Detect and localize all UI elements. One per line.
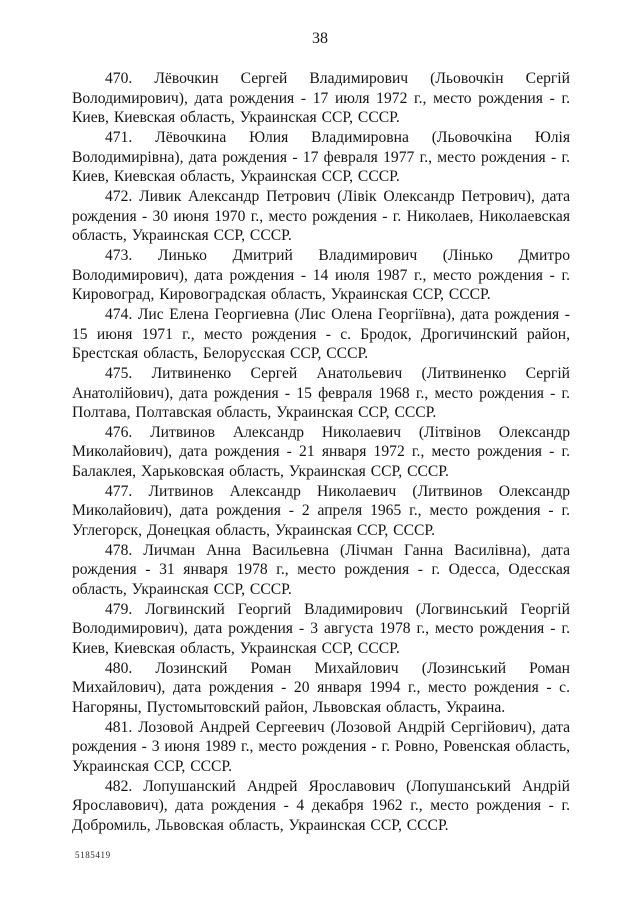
list-entry-473: 473. Линько Дмитрий Владимирович (Лінько Дмитро Володимирович), дата рождения - 14 июля 1987 г., место рождения - г. Кировоград, Кировоградская область, Украинская ССР, СССР. (72, 246, 570, 304)
list-entry-474: 474. Лис Елена Георгиевна (Лис Олена Георгіївна), дата рождения - 15 июня 1971 г., место рождения - с. Бродок, Дрогичинский район, Брестская область, Белорусская ССР, СССР. (72, 305, 570, 363)
list-entry-472: 472. Ливик Александр Петрович (Лівік Олександр Петрович), дата рождения - 30 июня 1970 г., место рождения - г. Николаев, Николаевская область, Украинская ССР, СССР. (72, 187, 570, 245)
sanctions-list (72, 69, 570, 836)
list-entry-470: 470. Лёвочкин Сергей Владимирович (Льовочкін Сергій Володимирович), дата рождения - 17 июля 1972 г., место рождения - г. Киев, Киевская область, Украинская ССР, СССР. (72, 70, 570, 127)
list-entry-471: 471. Лёвочкина Юлия Владимировна (Льовочкіна Юлія Володимирівна), дата рождения - 17 февраля 1977 г., место рождения - г. Киев, Киевская область, Украинская ССР, СССР. (72, 128, 570, 186)
list-entry-477: 477. Литвинов Александр Николаевич (Литвинов Олександр Миколайович), дата рождения - 2 апреля 1965 г., место рождения - г. Углегорск, Донецкая область, Украинская ССР, СССР. (72, 482, 570, 540)
list-entry-482: 482. Лопушанский Андрей Ярославович (Лопушанський Андрій Ярославович), дата рождения - 4 декабря 1962 г., место рождения - г. Добромиль, Львовская область, Украинская ССР, СССР. (72, 777, 570, 834)
list-entry-480: 480. Лозинский Роман Михайлович (Лозинський Роман Михайлович), дата рождения - 20 января 1994 г., место рождения - с. Нагоряны, Пустомытовский район, Львовская область, Украина. (72, 659, 570, 716)
list-entry-481: 481. Лозовой Андрей Сергеевич (Лозовой Андрій Сергійович), дата рождения - 3 июня 1989 г., место рождения - г. Ровно, Ровенская область, Украинская ССР, СССР. (72, 718, 570, 775)
document-footer-code: 5185419 (75, 850, 111, 860)
page-number: 38 (312, 30, 328, 47)
list-entry-476: 476. Литвинов Александр Николаевич (Літвінов Олександр Миколайович), дата рождения - 21 января 1972 г., место рождения - г. Балаклея, Харьковская область, Украинская ССР, СССР. (72, 423, 570, 481)
list-entry-479: 479. Логвинский Георгий Владимирович (Логвинський Георгій Володимирович), дата рождения - 3 августа 1978 г., место рождения - г. Киев, Киевская область, Украинская ССР, СССР. (72, 600, 570, 658)
list-entry-478: 478. Личман Анна Васильевна (Лічман Ганна Василівна), дата рождения - 31 января 1978 г., место рождения - г. Одесса, Одесская область, Украинская ССР, СССР. (72, 541, 570, 599)
list-entry-475: 475. Литвиненко Сергей Анатольевич (Литвиненко Сергій Анатолійович), дата рождения - 15 февраля 1968 г., место рождения - г. Полтава, Полтавская область, Украинская ССР, СССР. (72, 364, 570, 422)
